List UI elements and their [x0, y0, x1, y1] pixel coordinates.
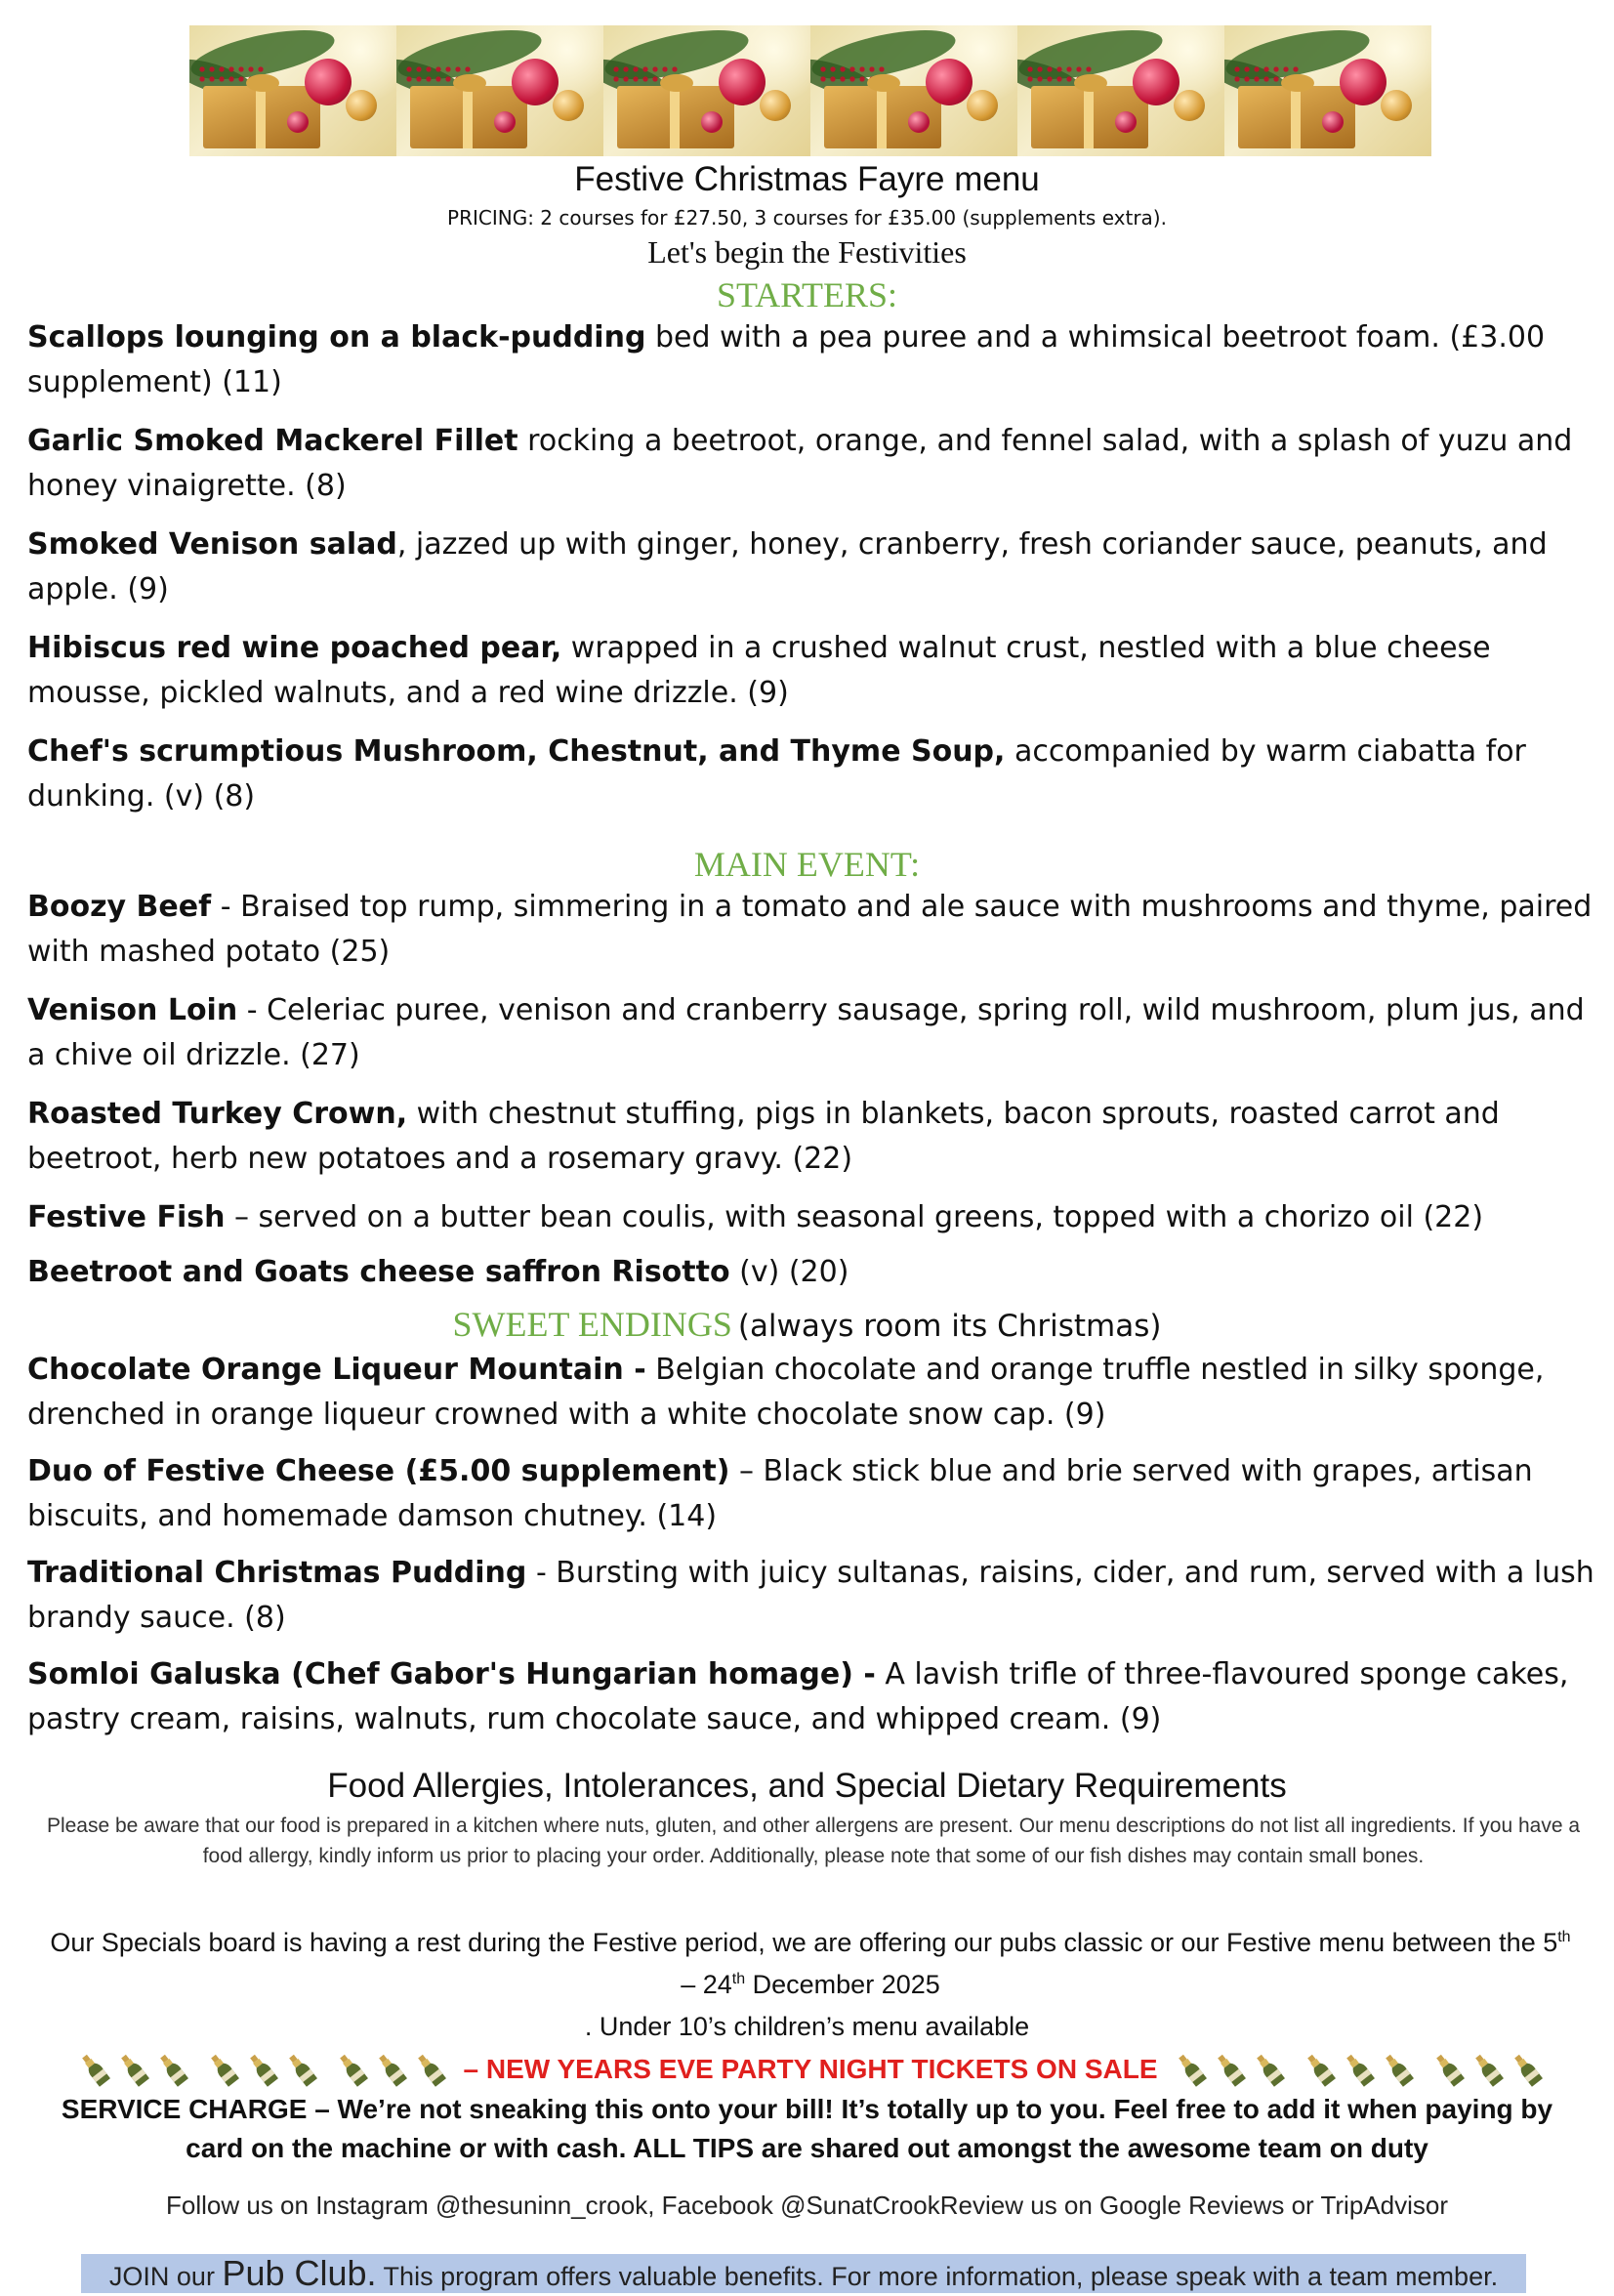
bottle-group-left: [77, 2051, 448, 2088]
sweet-endings-note: (always room its Christmas): [737, 1309, 1162, 1344]
champagne-bottle-icon: [116, 2051, 151, 2088]
christmas-gifts-baubles-image: [1017, 25, 1224, 156]
item-name: Beetroot and Goats cheese saffron Risotto: [27, 1255, 730, 1289]
champagne-bottle-icon: [1174, 2051, 1209, 2088]
christmas-gifts-baubles-image: [1224, 25, 1431, 156]
item-name: Scallops lounging on a black-pudding: [27, 320, 646, 355]
item-description: , jazzed up with ginger, honey, cranberry, fresh coriander sauce, peanuts, and apple. (9): [27, 527, 1548, 606]
nye-banner: [29, 2047, 1592, 2092]
champagne-bottle-icon: [1381, 2051, 1416, 2088]
item-description: - Celeriac puree, venison and cranberry sausage, spring roll, wild mushroom, plum jus, and a chive oil drizzle. (27): [27, 993, 1585, 1072]
menu-item: [27, 1250, 1599, 1295]
champagne-bottle-icon: [1470, 2051, 1506, 2088]
sweet-endings-label: SWEET ENDINGS: [452, 1305, 732, 1344]
specials-text-2: – 24: [681, 1970, 732, 1999]
allergies-text: Please be aware that our food is prepared in a kitchen where nuts, gluten, and other allergens are present. Our menu descriptions do not list all ingredients. If you have a food allergy, kindly inform us prior to placing your order. Additionally, please note that some of our fish dishes may contain small bones.: [46, 1815, 1581, 1867]
champagne-bottle-icon: [1213, 2051, 1248, 2088]
champagne-bottle-icon: [284, 2051, 319, 2088]
champagne-bottle-icon: [77, 2051, 112, 2088]
pub-club-name: Pub Club.: [222, 2253, 377, 2293]
menu-item: [27, 315, 1599, 405]
menu-item: [27, 419, 1599, 509]
item-description: - Braised top rump, simmering in a tomato and ale sauce with mushrooms and thyme, paired with mashed potato (25): [27, 890, 1593, 969]
champagne-bottle-icon: [335, 2051, 370, 2088]
champagne-bottle-icon: [206, 2051, 241, 2088]
item-description: accompanied by warm ciabatta for dunking. (v) (8): [27, 734, 1526, 814]
sweet-endings-heading: [0, 1301, 1614, 1355]
specials-sup-2: th: [731, 1971, 746, 1987]
item-description: bed with a pea puree and a whimsical beetroot foam. (£3.00 supplement) (11): [27, 320, 1546, 399]
champagne-bottle-icon: [413, 2051, 448, 2088]
menu-item: [27, 522, 1599, 612]
bottle-group-right: [1174, 2051, 1545, 2088]
menu-title: Festive Christmas Fayre menu: [574, 160, 1040, 198]
specials-text-1: Our Specials board is having a rest during the Festive period, we are offering our pubs classic or our Festive menu between the 5: [50, 1928, 1558, 1957]
christmas-gifts-baubles-image: [603, 25, 810, 156]
item-description: wrapped in a crushed walnut crust, nestled with a blue cheese mousse, pickled walnuts, and a red wine drizzle. (9): [27, 631, 1491, 710]
item-description: Belgian chocolate and orange truffle nestled in silky sponge, drenched in orange liqueur crowned with a white chocolate snow cap. (9): [27, 1353, 1545, 1432]
pub-club-banner: [81, 2254, 1526, 2293]
kids-menu-note: . Under 10’s children’s menu available: [584, 2012, 1030, 2041]
menu-item: [27, 1092, 1599, 1182]
item-description: rocking a beetroot, orange, and fennel salad, with a splash of yuzu and honey vinaigrette. (8): [27, 424, 1573, 503]
allergies-title: Food Allergies, Intolerances, and Special Dietary Requirements: [327, 1767, 1287, 1805]
champagne-bottle-icon: [1510, 2051, 1545, 2088]
item-name: Somloi Galuska (Chef Gabor's Hungarian homage) -: [27, 1657, 876, 1691]
item-name: Chocolate Orange Liqueur Mountain -: [27, 1353, 646, 1387]
item-name: Garlic Smoked Mackerel Fillet: [27, 424, 518, 458]
champagne-bottle-icon: [1342, 2051, 1377, 2088]
main-event-heading: MAIN EVENT:: [693, 845, 921, 884]
item-name: Hibiscus red wine poached pear,: [27, 631, 562, 665]
item-description: A lavish trifle of three-flavoured sponge cakes, pastry cream, raisins, walnuts, rum chocolate sauce, and whipped cream. (9): [27, 1657, 1569, 1736]
service-charge-note: SERVICE CHARGE – We’re not sneaking this onto your bill! It’s totally up to you. Feel free to add it when paying by card on the machine or with cash. ALL TIPS are shared out amongst the awesome team on duty: [61, 2094, 1553, 2163]
specials-text-3: December 2025: [745, 1970, 940, 1999]
join-prefix: JOIN our: [108, 2262, 223, 2291]
champagne-bottle-icon: [1431, 2051, 1467, 2088]
specials-sup-1: th: [1557, 1929, 1571, 1945]
champagne-bottle-icon: [245, 2051, 280, 2088]
champagne-bottle-icon: [1303, 2051, 1338, 2088]
nye-tickets-text: – NEW YEARS EVE PARTY NIGHT TICKETS ON SALE: [463, 2054, 1158, 2084]
menu-item: [27, 730, 1599, 819]
menu-item: [27, 1348, 1599, 1438]
starters-heading: STARTERS:: [717, 275, 897, 314]
item-name: Boozy Beef: [27, 890, 212, 924]
tagline: Let's begin the Festivities: [647, 234, 967, 270]
item-description: – Black stick blue and brie served with grapes, artisan biscuits, and homemade damson chutney. (14): [27, 1454, 1533, 1533]
menu-item: [27, 626, 1599, 716]
social-follow: Follow us on Instagram @thesuninn_crook, Facebook @SunatCrookReview us on Google Reviews or TripAdvisor: [166, 2191, 1448, 2220]
menu-item: [27, 1551, 1599, 1641]
menu-item: [27, 988, 1599, 1078]
item-name: Smoked Venison salad: [27, 527, 397, 562]
item-name: Festive Fish: [27, 1200, 226, 1234]
item-description: - Bursting with juicy sultanas, raisins, cider, and rum, served with a lush brandy sauce. (8): [27, 1556, 1594, 1635]
champagne-bottle-icon: [1252, 2051, 1287, 2088]
item-description: – served on a butter bean coulis, with seasonal greens, topped with a chorizo oil (22): [225, 1200, 1484, 1234]
menu-item: [27, 885, 1599, 975]
item-name: Venison Loin: [27, 993, 238, 1027]
champagne-bottle-icon: [155, 2051, 190, 2088]
join-suffix: This program offers valuable benefits. For more information, please speak with a team member.: [376, 2262, 1499, 2291]
christmas-gifts-baubles-image: [810, 25, 1017, 156]
menu-item: [27, 1195, 1599, 1240]
christmas-gifts-baubles-image: [396, 25, 603, 156]
pricing-line: PRICING: 2 courses for £27.50, 3 courses for £35.00 (supplements extra).: [447, 206, 1167, 230]
christmas-gifts-baubles-image: [189, 25, 396, 156]
item-description: (v) (20): [729, 1255, 849, 1289]
menu-item: [27, 1449, 1599, 1539]
festive-banner: [189, 25, 1431, 156]
menu-item: [27, 1652, 1599, 1742]
item-name: Traditional Christmas Pudding: [27, 1556, 527, 1590]
specials-notice: [20, 1919, 1601, 2003]
item-name: Roasted Turkey Crown,: [27, 1097, 408, 1131]
item-name: Duo of Festive Cheese (£5.00 supplement): [27, 1454, 730, 1488]
champagne-bottle-icon: [374, 2051, 409, 2088]
item-description: with chestnut stuffing, pigs in blankets, bacon sprouts, roasted carrot and beetroot, herb new potatoes and a rosemary gravy. (22): [27, 1097, 1500, 1176]
item-name: Chef's scrumptious Mushroom, Chestnut, and Thyme Soup,: [27, 734, 1006, 769]
